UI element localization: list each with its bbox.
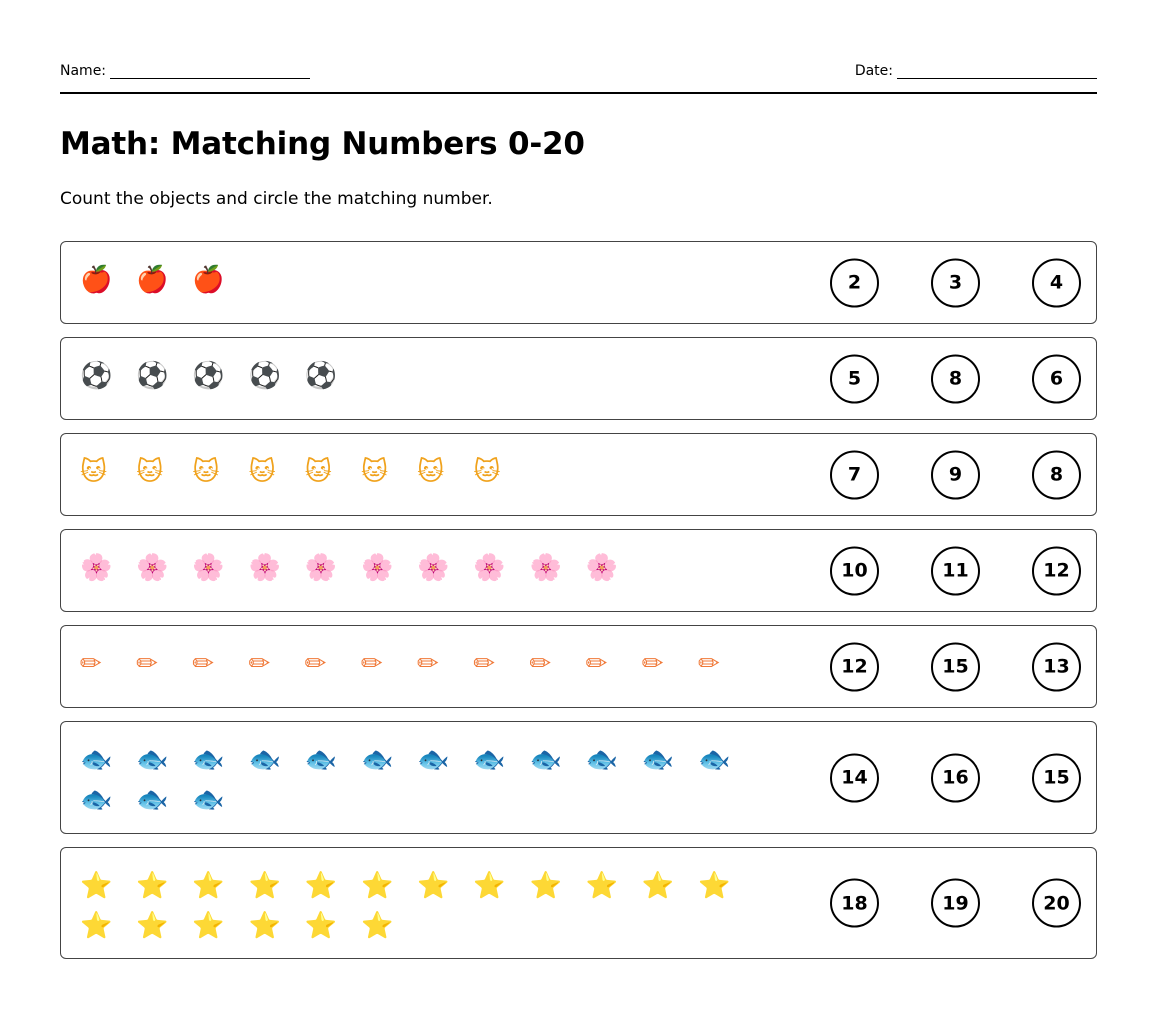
cherry-blossom-icon: 🌸 — [417, 553, 450, 583]
star-icon: ⭐ — [641, 871, 675, 901]
problem-row — [60, 721, 1097, 834]
date-line[interactable] — [897, 64, 1097, 79]
fish-icon: 🐟 — [136, 785, 169, 815]
answer-choice-circle[interactable]: 15 — [931, 642, 980, 691]
answer-choice-circle[interactable]: 3 — [931, 258, 980, 307]
pencil-icon: ✏ — [304, 649, 327, 679]
answer-choice-circle[interactable]: 5 — [830, 354, 879, 403]
star-icon: ⭐ — [585, 871, 619, 901]
cherry-blossom-icon: 🌸 — [304, 553, 338, 583]
soccer-ball-icon: ⚽ — [248, 361, 281, 391]
soccer-ball-icon: ⚽ — [136, 361, 169, 391]
cat-face-icon: 🐱 — [473, 457, 501, 487]
fish-icon: 🐟 — [192, 745, 225, 775]
cat-face-icon: 🐱 — [80, 457, 108, 487]
star-icon: ⭐ — [473, 871, 506, 901]
pencil-icon: ✏ — [192, 649, 215, 679]
fish-icon: 🐟 — [136, 745, 169, 775]
apple-icon: 🍎 — [80, 265, 113, 295]
answer-choice-circle[interactable]: 16 — [931, 753, 980, 802]
answer-choice-circle[interactable]: 13 — [1032, 642, 1081, 691]
pencil-icon: ✏ — [80, 649, 102, 679]
problem-row — [60, 241, 1097, 324]
fish-icon: 🐟 — [529, 745, 562, 775]
answer-choice-circle[interactable]: 18 — [830, 879, 879, 928]
answer-choice-circle[interactable]: 8 — [931, 354, 980, 403]
soccer-ball-icon: ⚽ — [192, 361, 225, 391]
answer-choice-circle[interactable]: 8 — [1032, 450, 1081, 499]
answer-choice-circle[interactable]: 20 — [1032, 879, 1081, 928]
cherry-blossom-icon: 🌸 — [80, 553, 113, 583]
answer-choice-circle[interactable]: 10 — [830, 546, 879, 595]
cat-face-icon: 🐱 — [192, 457, 220, 487]
answer-choice-circle[interactable]: 6 — [1032, 354, 1081, 403]
cherry-blossom-icon: 🌸 — [192, 553, 225, 583]
apple-icon: 🍎 — [136, 265, 169, 295]
pencil-icon: ✏ — [136, 649, 158, 679]
answer-choices — [830, 879, 1081, 928]
fish-icon: 🐟 — [641, 745, 675, 775]
problem-row — [60, 433, 1097, 516]
problem-row — [60, 847, 1097, 959]
answer-choice-circle[interactable]: 12 — [1032, 546, 1081, 595]
fish-icon: 🐟 — [192, 785, 225, 815]
star-icon: ⭐ — [417, 871, 450, 901]
star-icon: ⭐ — [80, 911, 113, 941]
problem-row — [60, 337, 1097, 420]
soccer-ball-icon: ⚽ — [80, 361, 113, 391]
pencil-icon: ✏ — [473, 649, 496, 679]
cat-face-icon: 🐱 — [136, 457, 164, 487]
star-icon: ⭐ — [136, 911, 169, 941]
star-icon: ⭐ — [136, 871, 169, 901]
answer-choice-circle[interactable]: 9 — [931, 450, 980, 499]
pencil-icon: ✏ — [417, 649, 439, 679]
object-group — [75, 644, 795, 684]
problem-row — [60, 529, 1097, 612]
star-icon: ⭐ — [698, 871, 731, 901]
date-field[interactable] — [855, 63, 1097, 79]
name-field[interactable] — [60, 63, 310, 79]
fish-icon: 🐟 — [585, 745, 619, 775]
answer-choices — [830, 642, 1081, 691]
answer-choices — [830, 450, 1081, 499]
problem-row — [60, 625, 1097, 708]
star-icon: ⭐ — [529, 871, 562, 901]
object-group — [75, 548, 795, 588]
fish-icon: 🐟 — [80, 785, 113, 815]
cherry-blossom-icon: 🌸 — [585, 553, 619, 583]
fish-icon: 🐟 — [417, 745, 450, 775]
object-group — [75, 260, 795, 300]
cherry-blossom-icon: 🌸 — [529, 553, 562, 583]
cherry-blossom-icon: 🌸 — [360, 553, 394, 583]
cat-face-icon: 🐱 — [304, 457, 332, 487]
cat-face-icon: 🐱 — [417, 457, 445, 487]
answer-choices — [830, 546, 1081, 595]
star-icon: ⭐ — [304, 911, 338, 941]
pencil-icon: ✏ — [641, 649, 664, 679]
cat-face-icon: 🐱 — [360, 457, 389, 487]
answer-choice-circle[interactable]: 2 — [830, 258, 879, 307]
answer-choice-circle[interactable]: 12 — [830, 642, 879, 691]
instructions: Count the objects and circle the matching number. — [60, 189, 493, 209]
name-label: Name: — [60, 63, 107, 79]
page-title: Math: Matching Numbers 0-20 — [60, 126, 585, 162]
cherry-blossom-icon: 🌸 — [136, 553, 169, 583]
date-label: Date: — [854, 63, 893, 79]
object-group — [75, 866, 795, 946]
star-icon: ⭐ — [192, 871, 225, 901]
soccer-ball-icon: ⚽ — [304, 361, 338, 391]
star-icon: ⭐ — [248, 911, 281, 941]
answer-choices — [830, 258, 1081, 307]
fish-icon: 🐟 — [304, 745, 338, 775]
object-group — [75, 740, 795, 820]
star-icon: ⭐ — [80, 871, 113, 901]
cherry-blossom-icon: 🌸 — [473, 553, 506, 583]
cat-face-icon: 🐱 — [248, 457, 276, 487]
pencil-icon: ✏ — [585, 649, 608, 679]
answer-choice-circle[interactable]: 7 — [830, 450, 879, 499]
fish-icon: 🐟 — [698, 745, 731, 775]
worksheet-header — [60, 60, 1097, 94]
fish-icon: 🐟 — [80, 745, 113, 775]
star-icon: ⭐ — [360, 911, 394, 941]
answer-choices — [830, 354, 1081, 403]
fish-icon: 🐟 — [248, 745, 281, 775]
star-icon: ⭐ — [248, 871, 281, 901]
object-group — [75, 452, 795, 492]
pencil-icon: ✏ — [698, 649, 720, 679]
answer-choice-circle[interactable]: 4 — [1032, 258, 1081, 307]
star-icon: ⭐ — [192, 911, 225, 941]
name-line[interactable] — [110, 64, 310, 79]
answer-choice-circle[interactable]: 19 — [931, 879, 980, 928]
cherry-blossom-icon: 🌸 — [248, 553, 281, 583]
answer-choice-circle[interactable]: 14 — [830, 753, 879, 802]
star-icon: ⭐ — [360, 871, 394, 901]
star-icon: ⭐ — [304, 871, 338, 901]
pencil-icon: ✏ — [248, 649, 271, 679]
object-group — [75, 356, 795, 396]
fish-icon: 🐟 — [473, 745, 506, 775]
answer-choices — [830, 753, 1081, 802]
answer-choice-circle[interactable]: 11 — [931, 546, 980, 595]
pencil-icon: ✏ — [360, 649, 383, 679]
fish-icon: 🐟 — [360, 745, 394, 775]
answer-choice-circle[interactable]: 15 — [1032, 753, 1081, 802]
pencil-icon: ✏ — [529, 649, 552, 679]
apple-icon: 🍎 — [192, 265, 225, 295]
